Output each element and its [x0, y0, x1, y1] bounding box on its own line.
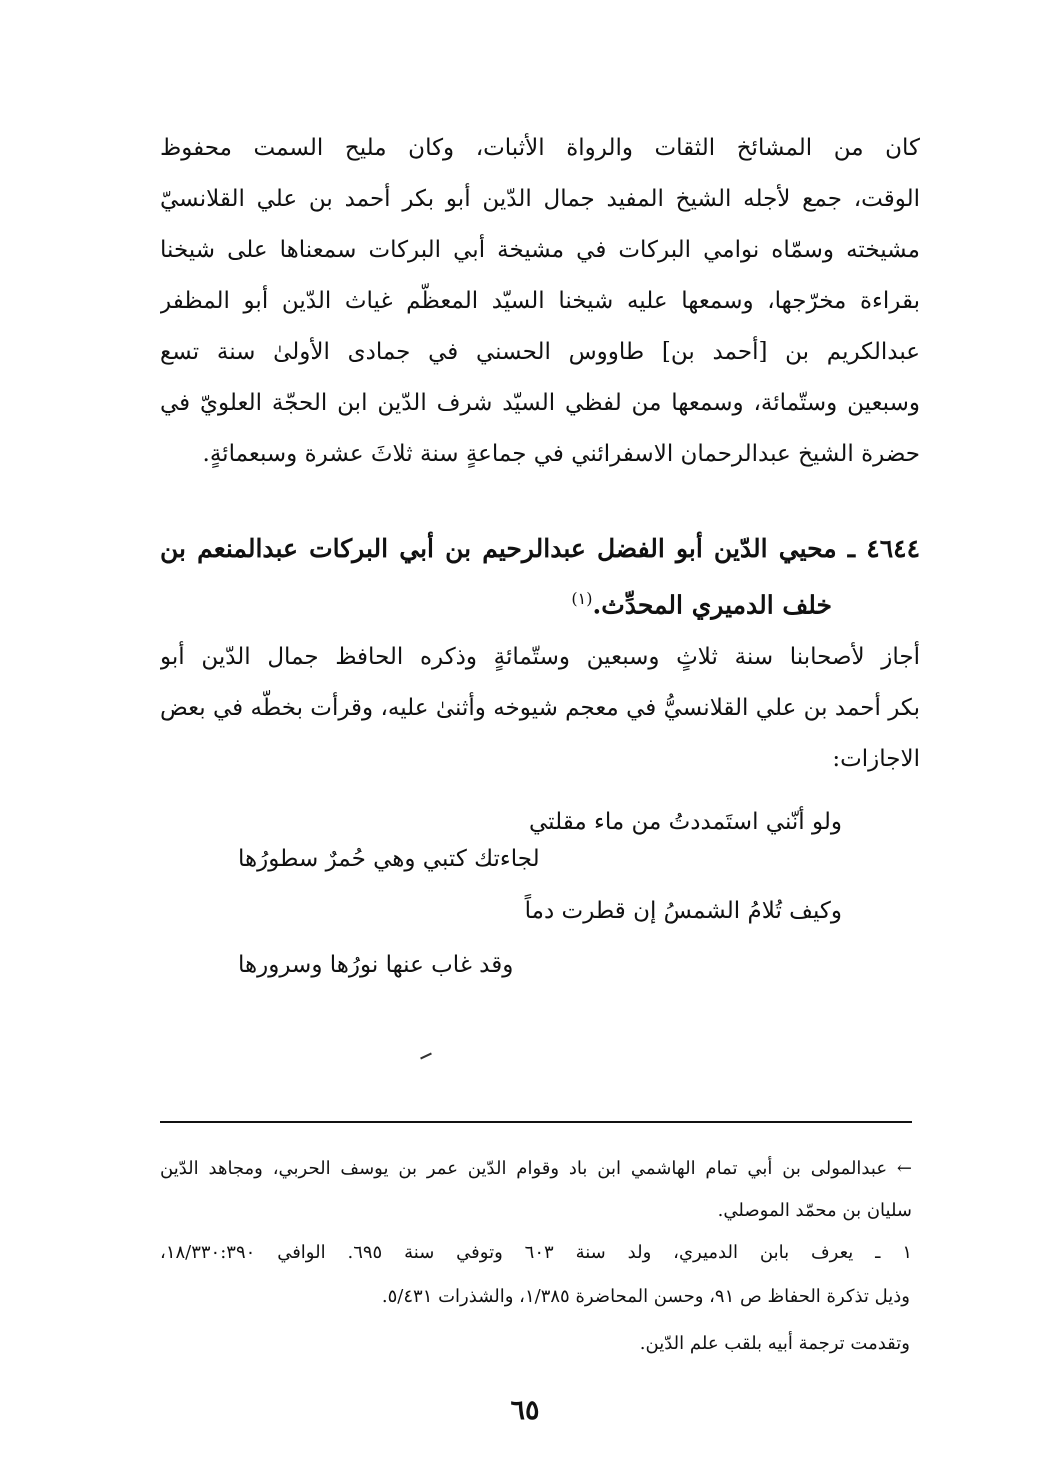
- text-line: عبدالكريم بن [أحمد بن] طاووس الحسني في جمادى الأولىٰ سنة تسع: [160, 339, 920, 365]
- biography-paragraph: [160, 123, 920, 480]
- text-line: مشيخته وسمّاه نوامي البركات في مشيخة أبي البركات سمعناها على شيخنا: [160, 237, 920, 263]
- text-line: وسبعين وستّمائة، وسمعها من لفظي السيّد شرف الدّين ابن الحجّة العلويّ في: [160, 390, 920, 416]
- footnote-line: وتقدمت ترجمة أبيه بلقب علم الدّين.: [639, 1333, 910, 1354]
- entry-paragraph: [160, 632, 920, 785]
- poem-verse: وقد غاب عنها نورُها وسرورها: [238, 952, 514, 978]
- heading-line: [160, 574, 920, 630]
- poem-verse: ولو أنّني استَمددتُ من ماء مقلتي: [529, 809, 842, 835]
- footnote-divider: [160, 1121, 912, 1123]
- text-line: الاجازات:: [832, 746, 920, 772]
- entry-title: ـ محيي الدّين أبو الفضل عبدالرحيم بن أبي البركات عبدالمنعم بن: [160, 534, 856, 563]
- heading-line: [160, 524, 920, 574]
- footnote-line: ١ ـ يعرف بابن الدميري، ولد سنة ٦٠٣ وتوفي سنة ٦٩٥. الوافي ١٨/٣٣٠:٣٩٠،: [160, 1242, 912, 1263]
- entry-title-continued: خلف الدميري المحدِّث.: [592, 590, 832, 620]
- footnote-line: سليان بن محمّد الموصلي.: [717, 1200, 912, 1221]
- text-line: كان من المشائخ الثقات والرواة الأثبات، وكان مليح السمت محفوظ: [160, 135, 920, 161]
- page-number: ٦٥: [510, 1395, 540, 1426]
- footnote-reference: (١): [571, 589, 593, 608]
- footnote-line: وذيل تذكرة الحفاظ ص ٩١، وحسن المحاضرة ١/٣٨٥، والشذرات ٥/٤٣١.: [381, 1286, 910, 1307]
- poem-verse: لجاءتك كتبي وهي حُمرٌ سطورُها: [238, 846, 540, 872]
- text-line: حضرة الشيخ عبدالرحمان الاسفرائني في جماعةٍ سنة ثلاثَ عشرة وسبعمائةٍ.: [202, 441, 920, 467]
- text-line: الوقت، جمع لأجله الشيخ المفيد جمال الدّين أبو بكر أحمد بن علي القلانسيّ: [160, 186, 920, 212]
- poem-verse: وكيف تُلامُ الشمسُ إن قطرت دماً: [524, 898, 842, 924]
- text-line: بكر أحمد بن علي القلانسيُّ في معجم شيوخه وأثنىٰ عليه، وقرأت بخطّه في بعض: [160, 695, 920, 721]
- footnote-line: ← عبدالمولى بن أبي تمام الهاشمي ابن باد وقوام الدّين عمر بن يوسف الحربي، ومجاهد الدّين: [160, 1158, 912, 1179]
- entry-number: ٤٦٤٤: [866, 534, 920, 563]
- stray-mark: [420, 1053, 432, 1060]
- entry-heading: [160, 524, 920, 630]
- text-line: أجاز لأصحابنا سنة ثلاثٍ وسبعين وستّمائةٍ وذكره الحافظ جمال الدّين أبو: [160, 644, 920, 670]
- text-line: بقراءة مخرّجها، وسمعها عليه شيخنا السيّد المعظّم غياث الدّين أبو المظفر: [160, 288, 920, 314]
